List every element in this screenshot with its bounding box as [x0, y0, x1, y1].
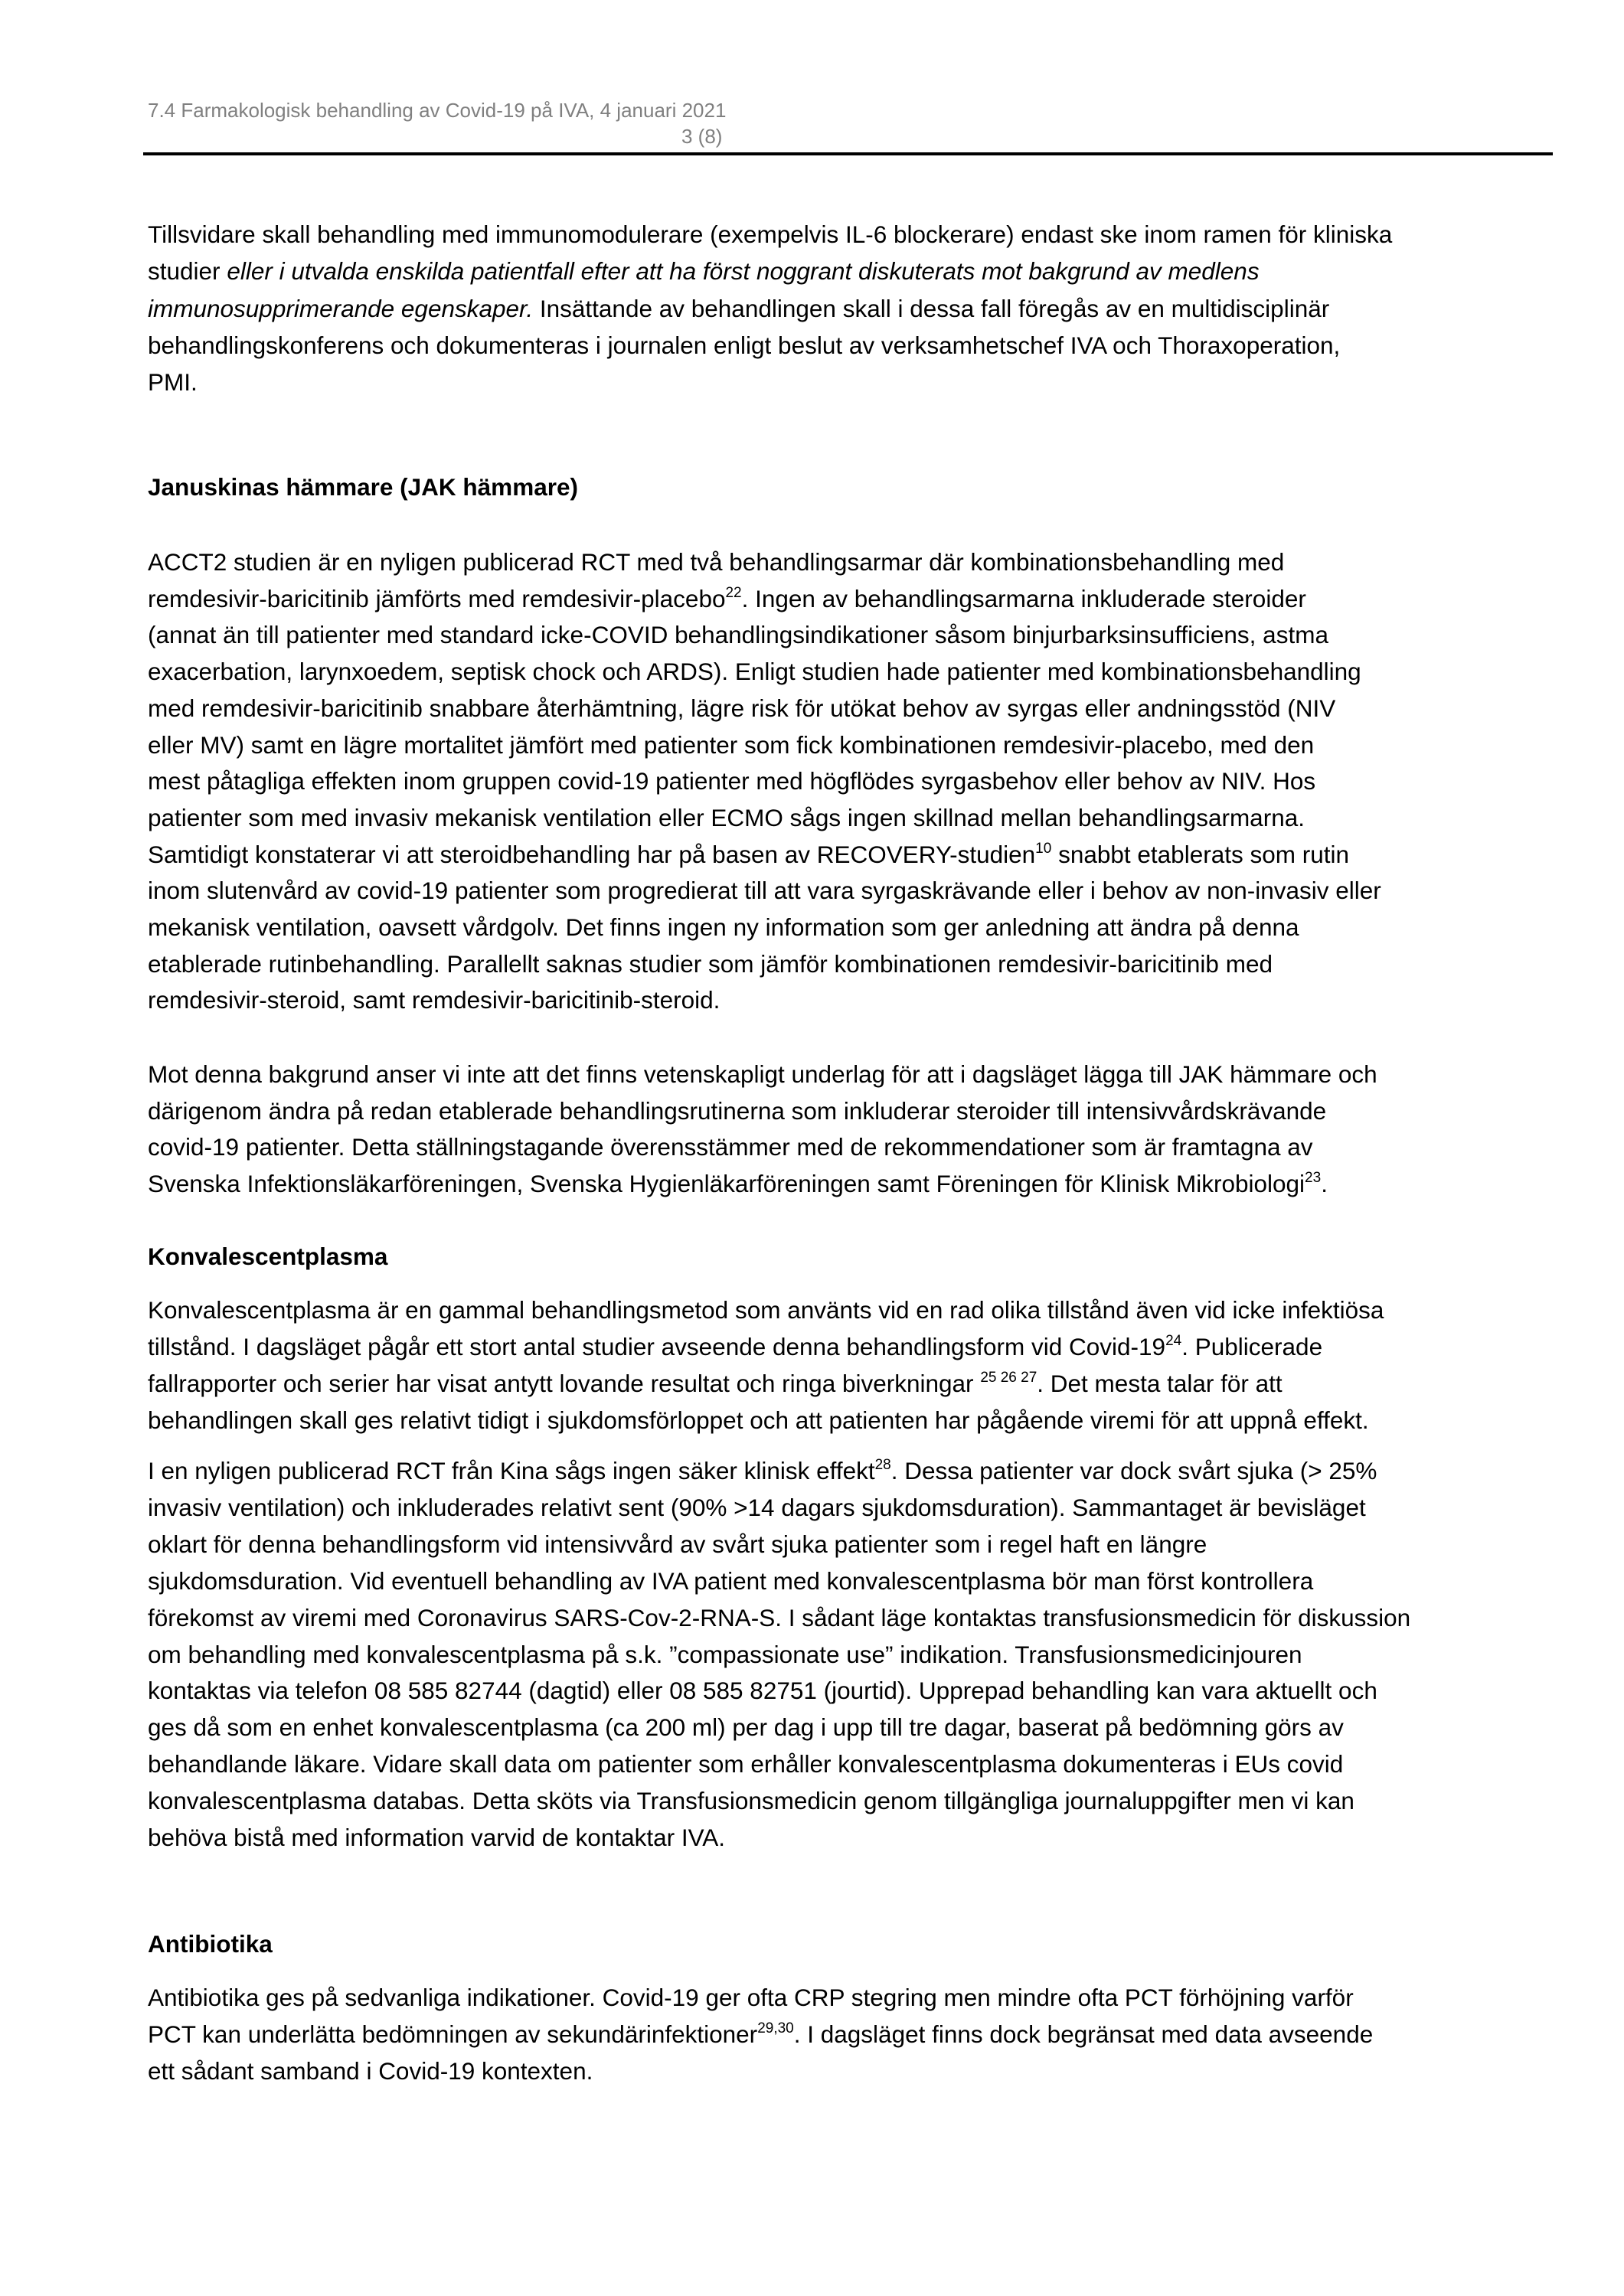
paragraph-line [148, 1712, 1545, 1742]
header-rule [143, 152, 1553, 155]
text-run: mekanisk ventilation, oavsett vårdgolv. Det finns ingen ny information som ger anledning att ändra på denna [148, 913, 1299, 941]
paragraph-line [148, 949, 1545, 979]
text-run: Antibiotika ges på sedvanliga indikationer. Covid-19 ger ofta CRP stegring men mindre ofta PCT förhöjning varför [148, 1984, 1354, 2011]
text-run: remdesivir-steroid, samt remdesivir-baricitinib-steroid. [148, 986, 721, 1014]
footnote-reference: 28 [874, 1457, 891, 1473]
paragraph-line [148, 1566, 1545, 1596]
paragraph-line [148, 1492, 1545, 1523]
text-run: fallrapporter och serier har visat antytt lovande resultat och ringa biverkningar [148, 1369, 981, 1397]
paragraph-line [148, 2019, 1545, 2049]
paragraph-line [148, 766, 1545, 796]
text-run: . [1321, 1170, 1328, 1198]
paragraph-line [148, 293, 1545, 324]
footnote-reference: 22 [725, 584, 742, 601]
paragraph-line [148, 1132, 1545, 1162]
page-number: 3 (8) [681, 125, 723, 148]
text-run: om behandling med konvalescentplasma på s.k. ”compassionate use” indikation. Transfusionsmedicinjouren [148, 1640, 1302, 1668]
paragraph-line [148, 547, 1545, 577]
text-run: . I dagsläget finns dock begränsat med data avseende [793, 2020, 1374, 2048]
text-run: inom slutenvård av covid-19 patienter som progredierat till att vara syrgaskrävande eller i behov av non-invasiv eller [148, 877, 1381, 905]
text-run: (annat än till patienter med standard icke-COVID behandlingsindikationer såsom binjurbarksinsufficiens, astma [148, 621, 1328, 649]
section-heading: Januskinas hämmare (JAK hämmare) [148, 473, 578, 501]
text-run: Svenska Infektionsläkarföreningen, Svenska Hygienläkarföreningen samt Föreningen för Klinisk Mikrobiologi [148, 1170, 1305, 1198]
text-run: PMI. [148, 368, 198, 397]
paragraph-line [148, 1675, 1545, 1706]
paragraph-line [148, 1168, 1545, 1199]
text-run: behandlingen skall ges relativt tidigt i sjukdomsförloppet och att patienten har pågående viremi för att uppnå effekt. [148, 1406, 1369, 1434]
text-run: behöva bistå med information varvid de kontaktar IVA. [148, 1824, 726, 1851]
paragraph-line [148, 1982, 1545, 2013]
paragraph-line [148, 1785, 1545, 1816]
paragraph-line [148, 1331, 1545, 1362]
text-run: med remdesivir-baricitinib snabbare återhämtning, lägre risk för utökat behov av syrgas eller andningsstöd (NIV [148, 694, 1336, 722]
text-run: Tillsvidare skall behandling med immunomodulerare (exempelvis IL-6 blockerare) endast ske inom ramen för kliniska [148, 220, 1393, 248]
text-run: I en nyligen publicerad RCT från Kina sågs ingen säker klinisk effekt [148, 1457, 875, 1484]
text-run: . Det mesta talar för att [1037, 1369, 1283, 1397]
paragraph-line [148, 912, 1545, 942]
paragraph-line [148, 619, 1545, 650]
text-run: därigenom ändra på redan etablerade behandlingsrutinerna som inkluderar steroider till intensivvårdskrävande [148, 1096, 1327, 1125]
text-run: ges då som en enhet konvalescentplasma (ca 200 ml) per dag i upp till tre dagar, baserat på bedömning görs av [148, 1713, 1344, 1742]
text-run: invasiv ventilation) och inkluderades relativt sent (90% >14 dagars sjukdomsduration). Sammantaget är bevisläget [148, 1493, 1366, 1521]
paragraph-line [148, 2056, 1545, 2086]
text-run: Konvalescentplasma är en gammal behandlingsmetod som använts vid en rad olika tillstånd även vid icke infektiösa [148, 1296, 1384, 1324]
paragraph-line [148, 875, 1545, 906]
text-run: oklart för denna behandlingsform vid intensivvård av svårt sjuka patienter som i regel haft en längre [148, 1530, 1207, 1558]
paragraph-line [148, 1529, 1545, 1560]
text-run: . Dessa patienter var dock svårt sjuka (> 25% [890, 1457, 1377, 1484]
text-run: behandlingskonferens och dokumenteras i journalen enligt beslut av verksamhetschef IVA och Thoraxoperation, [148, 331, 1341, 359]
paragraph-line [148, 219, 1545, 250]
paragraph-line [148, 1059, 1545, 1089]
paragraph-line [148, 1602, 1545, 1633]
text-run: PCT kan underlätta bedömningen av sekundärinfektioner [148, 2020, 758, 2048]
text-run: . Ingen av behandlingsarmarna inkluderade steroider [741, 584, 1306, 612]
section-heading: Konvalescentplasma [148, 1243, 388, 1270]
text-run: covid-19 patienter. Detta ställningstagande överensstämmer med de rekommendationer som är framtagna av [148, 1133, 1313, 1161]
text-run: eller MV) samt en lägre mortalitet jämfört med patienter som fick kombinationen remdesivir-placebo, med den [148, 730, 1315, 759]
italic-text: immunosupprimerande egenskaper. [148, 294, 534, 322]
paragraph-line [148, 656, 1545, 687]
paragraph-line [148, 802, 1545, 833]
text-run: förekomst av viremi med Coronavirus SARS-Cov-2-RNA-S. I sådant läge kontaktas transfusionsmedicin för diskussion [148, 1603, 1411, 1631]
section-heading: Antibiotika [148, 1930, 273, 1958]
text-run: remdesivir-baricitinib jämförts med remdesivir-placebo [148, 584, 726, 612]
paragraph-line [148, 839, 1545, 870]
text-run: studier [148, 257, 227, 286]
paragraph-line [148, 1639, 1545, 1670]
running-header-title: 7.4 Farmakologisk behandling av Covid-19 på IVA, 4 januari 2021 [148, 99, 727, 122]
text-run: exacerbation, larynxoedem, septisk chock och ARDS). Enligt studien hade patienter med kombinationsbehandling [148, 658, 1361, 686]
footnote-reference: 10 [1035, 840, 1052, 857]
text-run: sjukdomsduration. Vid eventuell behandling av IVA patient med konvalescentplasma bör man först kontrollera [148, 1566, 1314, 1595]
paragraph-line [148, 1405, 1545, 1435]
text-run: mest påtagliga effekten inom gruppen covid-19 patienter med högflödes syrgasbehov eller behov av NIV. Hos [148, 767, 1316, 795]
paragraph-line [148, 583, 1545, 614]
text-run: Samtidigt konstaterar vi att steroidbehandling har på basen av RECOVERY-studien [148, 840, 1036, 868]
paragraph-line [148, 1096, 1545, 1126]
text-run: patienter som med invasiv mekanisk ventilation eller ECMO sågs ingen skillnad mellan behandlingsarmarna. [148, 803, 1305, 831]
text-run: kontaktas via telefon 08 585 82744 (dagtid) eller 08 585 82751 (jourtid). Upprepad behandling kan vara aktuellt och [148, 1677, 1377, 1705]
paragraph-line [148, 985, 1545, 1015]
paragraph-line [148, 730, 1545, 760]
paragraph-line [148, 1368, 1545, 1399]
text-run: Insättande av behandlingen skall i dessa fall föregås av en multidisciplinär [533, 294, 1330, 322]
paragraph-line [148, 1749, 1545, 1779]
footnote-reference: 23 [1305, 1170, 1322, 1187]
paragraph-line [148, 1295, 1545, 1325]
text-run: etablerade rutinbehandling. Parallellt saknas studier som jämför kombinationen remdesivir-baricitinib med [148, 949, 1273, 978]
text-run: behandlande läkare. Vidare skall data om patienter som erhåller konvalescentplasma dokumenteras i EUs covid [148, 1750, 1344, 1778]
text-run: ett sådant samband i Covid-19 kontexten. [148, 2056, 593, 2085]
text-run: tillstånd. I dagsläget pågår ett stort antal studier avseende denna behandlingsform vid Covid-19 [148, 1332, 1166, 1360]
footnote-reference: 25 26 27 [980, 1369, 1037, 1386]
paragraph-line [148, 330, 1545, 361]
paragraph-line [148, 693, 1545, 723]
paragraph-line [148, 367, 1545, 397]
text-run: . Publicerade [1181, 1332, 1323, 1360]
text-run: snabbt etablerats som rutin [1051, 840, 1350, 868]
text-run: konvalescentplasma databas. Detta sköts via Transfusionsmedicin genom tillgängliga journaluppgifter men vi kan [148, 1787, 1354, 1815]
paragraph-line [148, 1455, 1545, 1486]
footnote-reference: 24 [1165, 1332, 1182, 1349]
text-run: ACCT2 studien är en nyligen publicerad RCT med två behandlingsarmar där kombinationsbehandling med [148, 548, 1285, 576]
italic-text: eller i utvalda enskilda patientfall efter att ha först noggrant diskuterats mot bakgrund av medlens [227, 257, 1260, 286]
footnote-reference: 29,30 [757, 2020, 794, 2036]
paragraph-line [148, 256, 1545, 286]
paragraph-line [148, 1822, 1545, 1853]
text-run: Mot denna bakgrund anser vi inte att det finns vetenskapligt underlag för att i dagsläget lägga till JAK hämmare och [148, 1060, 1377, 1088]
